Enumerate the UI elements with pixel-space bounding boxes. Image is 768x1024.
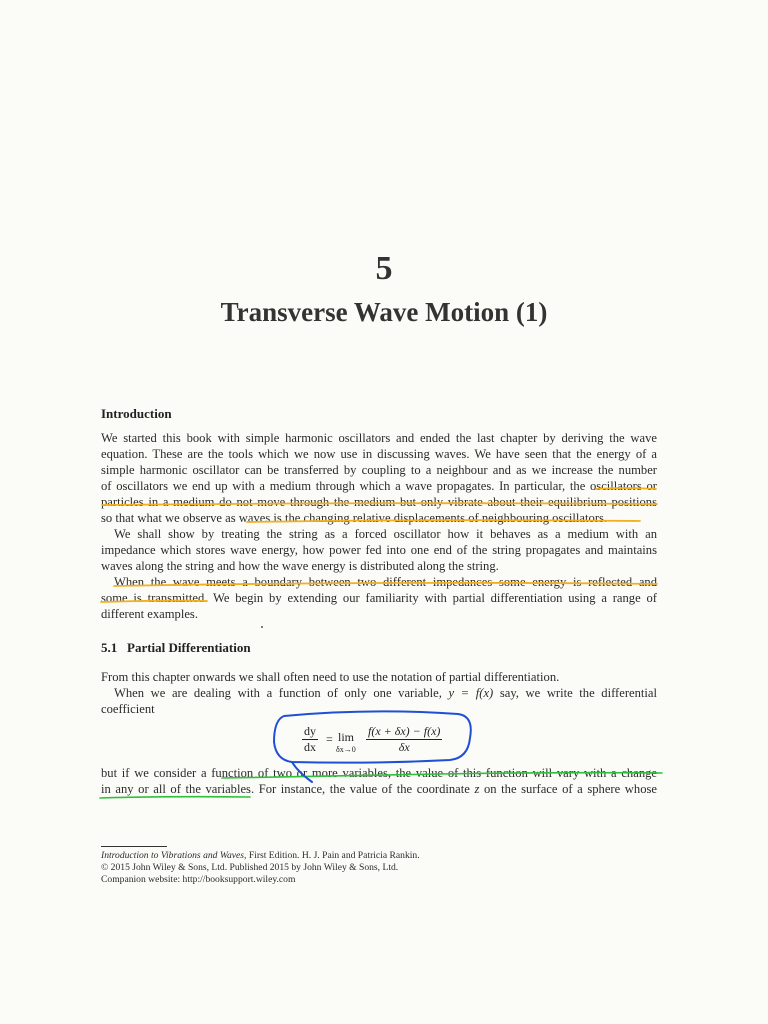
intro-line: of oscillators we end up with a medium through which a wave propagates. In particular, the oscillators or: [101, 479, 657, 493]
footnote-line: Companion website: http://booksupport.wiley.com: [101, 874, 296, 885]
intro-line: We started this book with simple harmonic oscillators and ended the last chapter by deriving the wave: [101, 431, 657, 445]
section-number: 5.1: [101, 640, 118, 655]
footnote-rule: [101, 846, 167, 847]
section-line: From this chapter onwards we shall often need to use the notation of partial differentiation.: [101, 670, 560, 684]
section-heading: [101, 640, 251, 656]
chapter-title: Transverse Wave Motion (1): [220, 297, 548, 327]
intro-line: so that what we observe as waves is the changing relative displacements of neighbouring oscillators.: [101, 511, 608, 525]
section-title: Partial Differentiation: [127, 640, 251, 655]
footnote-line: Introduction to Vibrations and Waves, First Edition. H. J. Pain and Patricia Rankin.: [101, 850, 420, 861]
intro-line: some is transmitted. We begin by extending our familiarity with partial differentiation using a range of: [101, 591, 657, 605]
limit-subscript: δx→0: [336, 745, 356, 754]
intro-line: simple harmonic oscillator can be transferred by coupling to a neighbour and as we increase the number: [101, 463, 657, 477]
lhs-fraction: $\frac{dy}{dx}$: [304, 724, 316, 754]
introduction-heading: Introduction: [101, 406, 172, 421]
intro-line: different examples.: [101, 607, 198, 621]
chapter-number: 5: [375, 250, 393, 287]
intro-line: equation. These are the tools which we now use in discussing waves. We have seen that the energy of a: [101, 447, 657, 461]
rhs-fraction: $\frac{f(x + \delta x) - f(x)}{\delta x}$: [368, 724, 441, 754]
section-line: When we are dealing with a function of only one variable, y = f(x) say, we write the differential: [114, 686, 657, 700]
footnote-line: © 2015 John Wiley & Sons, Ltd. Published 2015 by John Wiley & Sons, Ltd.: [101, 862, 399, 873]
section-line: coefficient: [101, 702, 155, 716]
intro-line: We shall show by treating the string as a forced oscillator how it behaves as a medium with an: [114, 527, 657, 541]
footnote-book-title: Introduction to Vibrations and Waves: [101, 850, 245, 861]
intro-line: impedance which stores wave energy, how power fed into one end of the string propagates and maintains: [101, 543, 657, 557]
section-line: in any or all of the variables. For instance, the value of the coordinate z on the surface of a sphere whose: [101, 782, 657, 796]
intro-line: When the wave meets a boundary between two different impedances some energy is reflected and: [114, 575, 657, 589]
section-line: but if we consider a function of two or more variables, the value of this function will vary with a change: [101, 766, 657, 780]
intro-line: waves along the string and how the wave energy is distributed along the string.: [101, 559, 499, 573]
equals-sign: =: [326, 732, 333, 746]
derivative-formula: [300, 720, 470, 760]
intro-line: particles in a medium do not move through the medium but only vibrate about their equilibrium positions: [101, 495, 657, 509]
limit-operator: lim: [338, 730, 355, 744]
stray-dot: [261, 626, 263, 628]
inline-math: y = f(x): [448, 686, 494, 700]
